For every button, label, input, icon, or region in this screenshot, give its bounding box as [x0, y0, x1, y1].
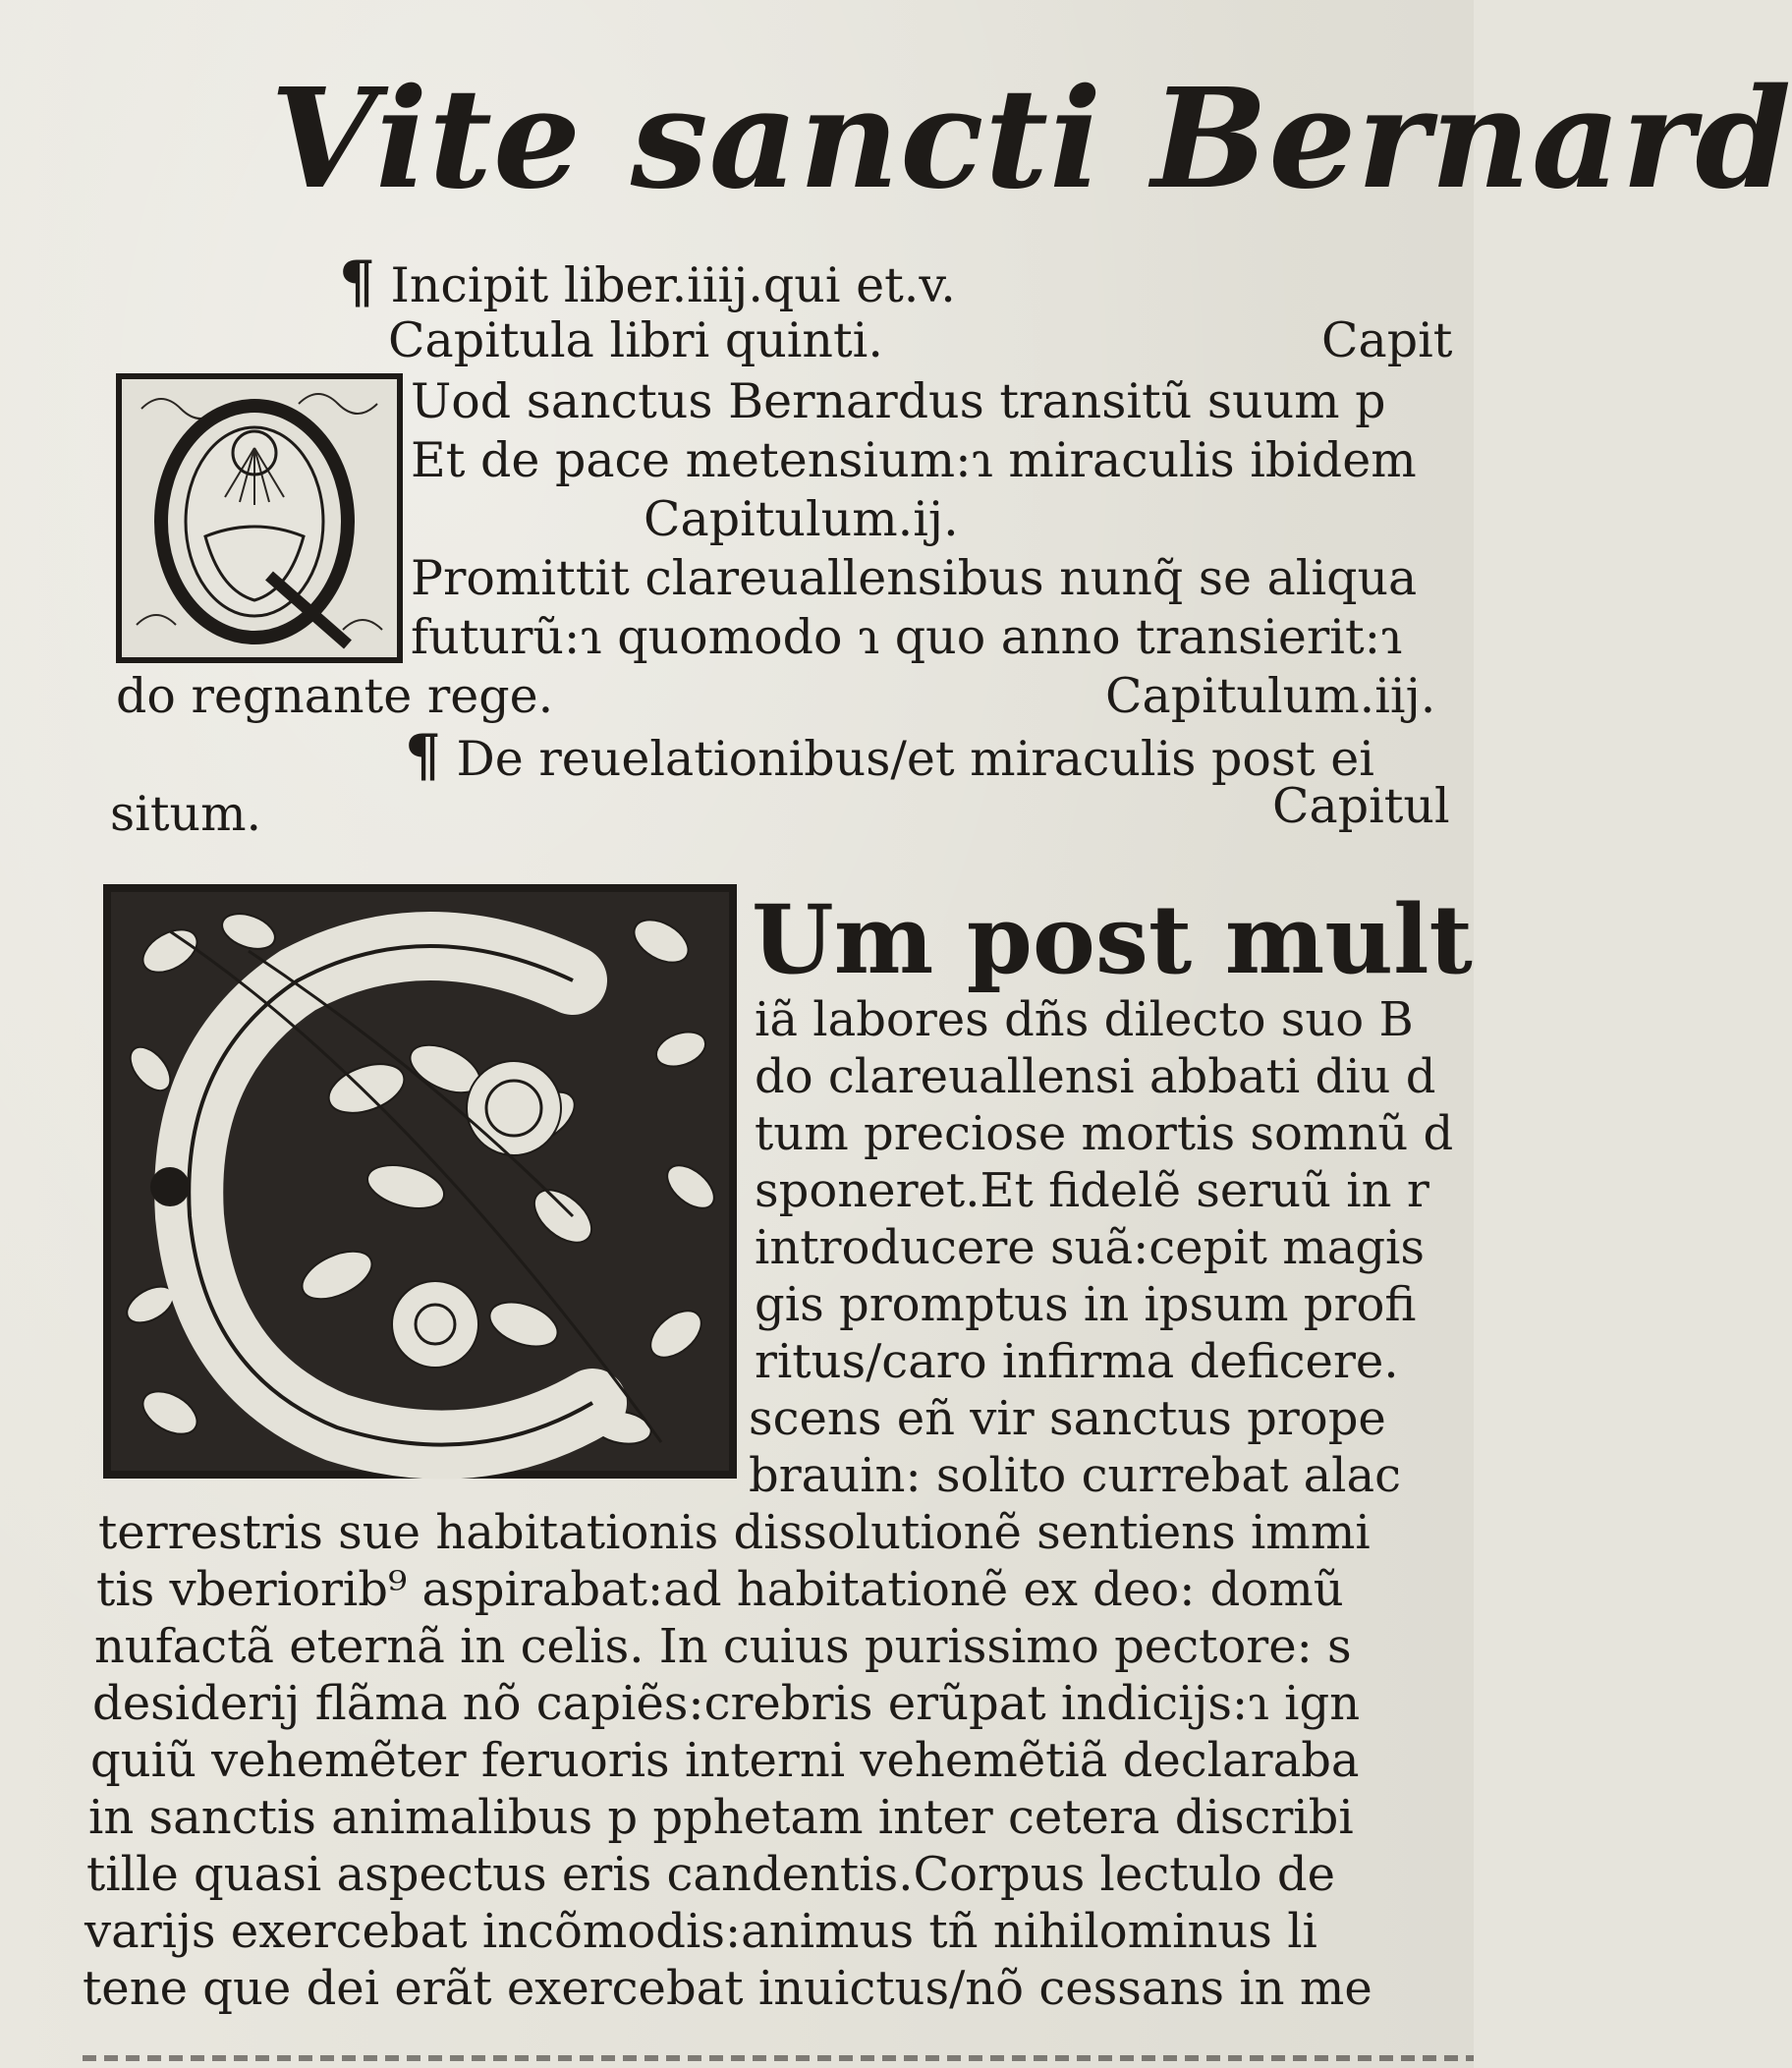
body-line-right: iã labores dñs dilecto suo B [755, 992, 1414, 1047]
body-line: quiũ vehemẽter feruoris interni vehemẽtiã declaraba [90, 1733, 1360, 1788]
toc-line-2: Et de pace metensium:ɿ miraculis ibidem [411, 432, 1417, 488]
toc-line-7: situm. [110, 786, 262, 842]
body-line-right: do clareuallensi abbati diu d [755, 1049, 1436, 1104]
toc-line-3: Promittit clareuallensibus nunq̃ se aliqua [411, 550, 1418, 606]
body-line-right: introducere suã:cepit magis [755, 1220, 1426, 1275]
cropped-text-fragment [83, 2055, 1474, 2061]
body-line: desiderij flãma nõ capiẽs:crebris erũpat indicijs:ɿ ign [92, 1676, 1361, 1731]
incipit-line [339, 249, 1086, 315]
pilcrow-mark: ¶ [405, 722, 441, 789]
capitulum-3-heading: Capitulum.iij. [1105, 668, 1436, 724]
toc-line-1: Uod sanctus Bernardus transitũ suum p [411, 373, 1386, 429]
body-line: nufactã eternã in celis. In cuius purissimo pectore: s [94, 1619, 1352, 1674]
body-line-right: sponeret.Et fidelẽ seruũ in r [755, 1163, 1429, 1218]
body-line: terrestris sue habitationis dissolutionẽ sentiens immi [98, 1505, 1371, 1560]
decorated-initial-q [116, 373, 403, 663]
decorated-initial-c [103, 884, 737, 1479]
body-line-right: tum preciose mortis somnũ d [755, 1106, 1454, 1161]
body-line-right: ritus/caro infirma deficere. [755, 1334, 1399, 1389]
capit-heading: Capit [1321, 312, 1453, 368]
pilcrow-mark: ¶ [339, 249, 375, 315]
capitula-label: Capitula libri quinti. [388, 312, 883, 368]
lead-line: Um post mult [752, 884, 1473, 995]
initial-c-ornament [111, 892, 729, 1471]
body-line-right: gis promptus in ipsum profi [755, 1277, 1417, 1332]
toc-line-4: futurũ:ɿ quomodo ɿ quo anno transierit:ɿ [411, 609, 1403, 665]
partial-bottom-line [83, 2034, 1474, 2068]
body-line: in sanctis animalibus p pphetam inter cetera discribi [88, 1790, 1354, 1845]
toc-line-6-text: De reuelationibus/et miraculis post ei [456, 731, 1374, 787]
initial-q-ornament [122, 379, 397, 657]
body-line: tene que dei erãt exercebat inuictus/nõ cessans in me [83, 1961, 1372, 2016]
body-line-right: scens eñ vir sanctus prope [749, 1391, 1386, 1446]
body-line: tille quasi aspectus eris candentis.Corpus lectulo de [86, 1847, 1336, 1902]
page-title: Vite sancti Bernard [270, 59, 1792, 220]
capitul-heading: Capitul [1272, 778, 1450, 834]
body-line: tis vberiorib⁹ aspirabat:ad habitationẽ ex deo: domũ [96, 1562, 1344, 1617]
toc-line-5: do regnante rege. [116, 668, 554, 724]
body-line-right: brauin: solito currebat alac [749, 1448, 1402, 1503]
body-line: varijs exercebat incõmodis:animus tñ nihilominus li [84, 1904, 1317, 1959]
capitulum-2-heading: Capitulum.ij. [644, 491, 959, 547]
incipit-text: Incipit liber.iiij.qui et.v. [390, 257, 956, 313]
